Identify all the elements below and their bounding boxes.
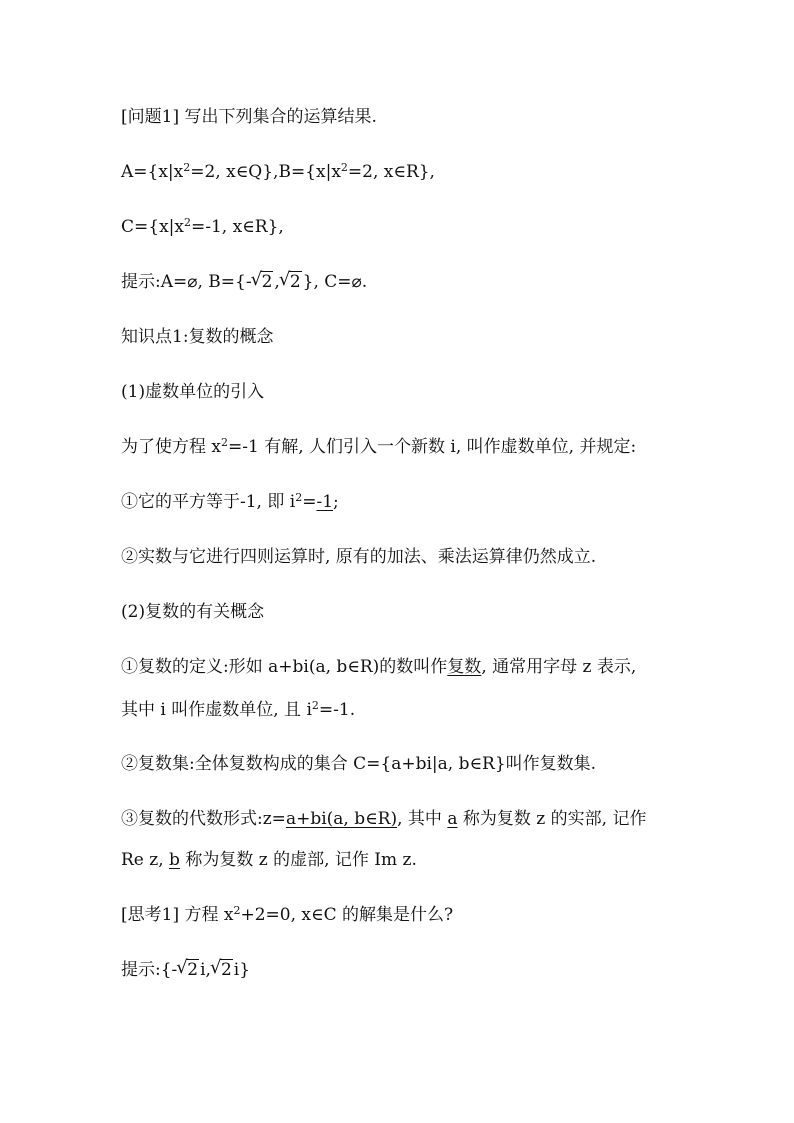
sets-a-b: $A=\{x|x^2=2$, $x\in Q\},B=\{x|x^2=2$, x∈R}, bbox=[121, 161, 435, 182]
definition-1-line-1: ①复数的定义:形如 a+bi(a, b∈R)的数叫作复数, 通常用字母 z 表示, bbox=[121, 657, 637, 677]
section-1-heading: (1)虚数单位的引入 bbox=[121, 382, 265, 402]
definition-3-line-1: ③复数的代数形式:z=a+bi(a, b∈R), 其中 a 称为复数 z 的实部, 记作 bbox=[121, 809, 647, 829]
definition-2: ②复数集:全体复数构成的集合 C={a+bi|a, b∈R}叫作复数集. bbox=[121, 754, 597, 774]
answer-blank: a+bi(a, b∈R) bbox=[285, 809, 398, 829]
answer-blank: b bbox=[169, 850, 180, 870]
sqrt-symbol: √ 2 bbox=[176, 957, 199, 980]
knowledge-point-1: 知识点1:复数的概念 bbox=[121, 327, 274, 347]
sqrt-symbol: √ 2 bbox=[250, 269, 273, 292]
hint-1: 提示:A=⌀, B={- √ 2 , √ 2 }, C=⌀. bbox=[121, 269, 368, 292]
question-1: [问题1] 写出下列集合的运算结果. bbox=[121, 107, 377, 127]
set-c: $C=\{x|x^2=-1$, x∈R}, bbox=[121, 216, 284, 237]
definition-1-line-2: 其中 i 叫作虚数单位, 且 $i^2=-1$. bbox=[121, 699, 356, 720]
section-2-heading: (2)复数的有关概念 bbox=[121, 602, 265, 622]
answer-blank: -1 bbox=[316, 492, 334, 512]
think-1: [思考1] 方程 $x^2+2=0$, x∈C 的解集是什么? bbox=[121, 904, 454, 925]
hint-2: 提示:{- √ 2 i, √ 2 i} bbox=[121, 957, 251, 980]
rule-2: ②实数与它进行四则运算时, 原有的加法、乘法运算律仍然成立. bbox=[121, 547, 597, 567]
sqrt-symbol: √ 2 bbox=[278, 269, 301, 292]
answer-blank: 复数 bbox=[447, 657, 482, 677]
definition-3-line-2: Re z, b 称为复数 z 的虚部, 记作 Im z. bbox=[121, 850, 417, 870]
rule-1: ①它的平方等于-1, 即 $i^2=-1$; bbox=[121, 491, 339, 512]
intro-paragraph: 为了使方程 $x^2=-1$ 有解, 人们引入一个新数 i, 叫作虚数单位, 并规定: bbox=[121, 436, 637, 457]
answer-blank: a bbox=[447, 809, 458, 829]
sqrt-symbol: √ 2 bbox=[209, 957, 232, 980]
